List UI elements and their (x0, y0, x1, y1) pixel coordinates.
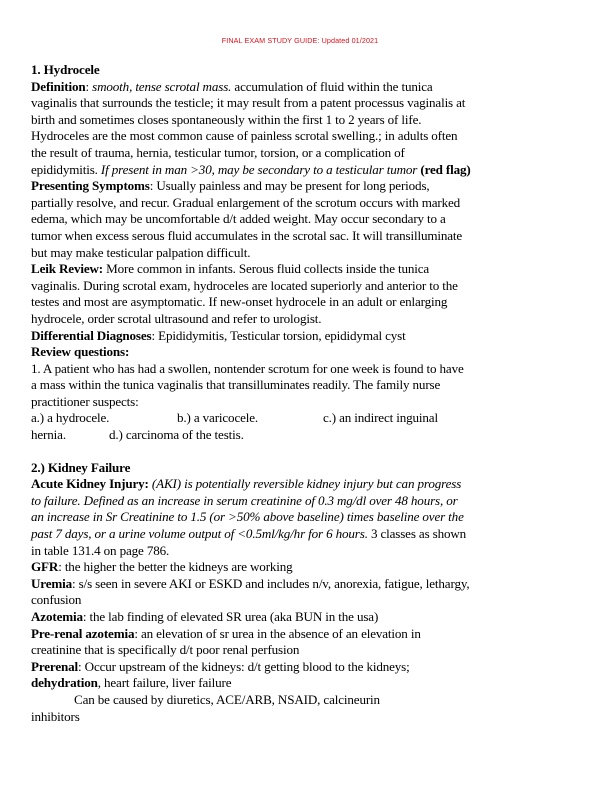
option-b: b.) a varicocele. (177, 410, 259, 426)
azotemia (31, 609, 471, 626)
presenting-symptoms (31, 178, 471, 261)
prerenal-text: : Occur upstream of the kidneys: d/t getting blood to the kidneys; (78, 658, 410, 674)
section-title-hydrocele: 1. Hydrocele (31, 62, 100, 77)
prerenal-causes-text: , heart failure, liver failure (97, 675, 232, 691)
prerenal-drug-causes: Can be caused by diuretics, ACE/ARB, NSAID, calcineurin (74, 691, 380, 707)
azotemia-text: : the lab finding of elevated SR urea (aka BUN in the usa) (82, 609, 379, 624)
red-flag-label: (red flag) (417, 161, 471, 177)
answer-options-row-2 (31, 427, 471, 444)
uremia-label: Uremia (31, 575, 73, 591)
definition-colon: : (85, 78, 93, 94)
dehydration-label: dehydration (31, 675, 98, 691)
leik-review (31, 261, 471, 327)
definition-text: accumulation of fluid within the tunica vaginalis that surrounds the testicle; it may result from a patent processus vaginalis at birth and sometimes closes spontaneously within the first 1 to 2 years of life. Hydroceles are the most common cause of painless scrotal swelling.; in adults often the result of trauma, hernia, testicular tumor, torsion, or a complication of epididymitis. (31, 78, 466, 177)
review-questions-label: Review questions: (31, 344, 130, 360)
section-title-kidney-failure: 2.) Kidney Failure (31, 459, 131, 475)
pre-renal-azotemia-text: : an elevation of sr urea in the absence of an elevation in creatinine that is specifically d/t poor renal perfusion (31, 625, 421, 658)
definition-label: Definition (31, 78, 86, 94)
differential-diagnoses-label: Differential Diagnoses (31, 327, 152, 343)
gfr (31, 559, 471, 576)
document-header: FINAL EXAM STUDY GUIDE: Updated 01/2021 (221, 36, 379, 45)
differential-diagnoses-text: : Epididymitis, Testicular torsion, epididymal cyst (151, 327, 406, 343)
section-spacer (31, 444, 471, 460)
differential-diagnoses (31, 328, 471, 345)
hydrocele-definition (31, 79, 471, 179)
pre-renal-azotemia (31, 626, 471, 659)
pre-renal-azotemia-label: Pre-renal azotemia (31, 625, 135, 641)
leik-review-text: More common in infants. Serous fluid collects inside the tunica vaginalis. During scrotal exam, hydroceles are located superiorly and anterior to the testes and most are asymptomatic. If new-onset hydrocele in an adult or enlarging hydrocele, order scrotal ultrasound and refer to urologist. (31, 261, 458, 326)
option-c: c.) an indirect inguinal (323, 410, 438, 426)
uremia (31, 576, 471, 609)
leik-review-label: Leik Review: (31, 261, 104, 277)
review-question-1: 1. A patient who has had a swollen, nontender scrotum for one week is found to have a mass within the tunica vaginalis that transilluminates readily. The family nurse practitioner suspects: (31, 360, 464, 409)
prerenal-drug-causes-continued: inhibitors (31, 708, 80, 724)
prerenal (31, 659, 471, 676)
answer-options-row (31, 410, 471, 427)
acute-kidney-injury (31, 476, 471, 559)
aki-label: Acute Kidney Injury: (31, 476, 149, 492)
prerenal-label: Prerenal (31, 658, 79, 674)
document-body (31, 62, 471, 725)
azotemia-label: Azotemia (31, 609, 83, 624)
gfr-label: GFR (31, 559, 59, 575)
aki-definition: (AKI) is potentially reversible kidney injury but can progress to failure. Defined as an increase in serum creatinine of 0.3 mg/dl over 48 hours, or an increase in Sr Creatinine to 1.5 (or >50% above baseline) times baseline over the past 7 days, or a urine volume output of <0.5ml/kg/hr for 6 hours. (31, 476, 464, 542)
definition-italic-note: If present in man >30, may be secondary to a testicular tumor (100, 161, 418, 177)
aki-classes: 3 classes as shown in table 131.4 on page 786. (31, 526, 467, 558)
gfr-text: : the higher the better the kidneys are working (58, 559, 293, 575)
presenting-symptoms-label: Presenting Symptoms (31, 178, 150, 194)
uremia-text: : s/s seen in severe AKI or ESKD and includes n/v, anorexia, fatigue, lethargy, confusion (31, 575, 470, 608)
option-c-continued: hernia. (31, 427, 66, 443)
definition-italic: smooth, tense scrotal mass. (92, 78, 232, 94)
prerenal-causes (31, 675, 471, 692)
option-d: d.) carcinoma of the testis. (109, 427, 244, 443)
presenting-symptoms-text: : Usually painless and may be present for long periods, partially resolve, and recur. Gradual enlargement of the scrotum occurs with marked edema, which may be uncomfortable d/t added weight. May occur secondary to a tumor when excess serous fluid accumulates in the scrotal sac. It will transilluminate but may make testicular palpation difficult. (31, 178, 463, 260)
option-a: a.) a hydrocele. (31, 410, 110, 426)
